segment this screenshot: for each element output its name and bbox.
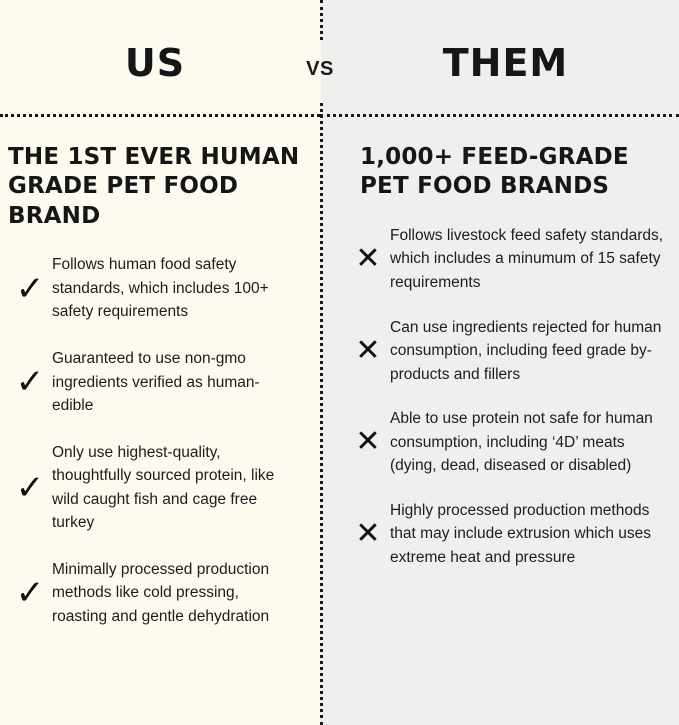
list-item	[8, 441, 302, 535]
column-us-subheading: THE 1ST EVER HUMAN GRADE PET FOOD BRAND	[8, 144, 300, 229]
cross-mark-icon: ✕	[355, 516, 381, 552]
column-them-subheading: 1,000+ FEED-GRADE PET FOOD BRANDS	[360, 144, 629, 200]
column-them-heading: THEM	[442, 41, 569, 85]
column-them-list	[346, 224, 665, 570]
check-mark-icon: ✓	[15, 362, 45, 403]
list-item	[8, 347, 302, 418]
column-them-divider	[320, 114, 679, 117]
cross-mark-icon: ✕	[355, 241, 381, 277]
vertical-dotted-divider	[320, 0, 323, 725]
list-item	[346, 316, 665, 387]
column-us-list	[8, 253, 302, 628]
check-mark-icon: ✓	[15, 268, 45, 309]
list-item	[346, 407, 665, 478]
check-mark-icon: ✓	[15, 467, 45, 508]
column-us-heading: US	[124, 41, 186, 85]
list-item	[8, 253, 302, 324]
check-mark-icon: ✓	[15, 573, 45, 614]
list-item-text: Follows livestock feed safety standards, which includes a minumum of 15 safety requirements	[390, 226, 664, 291]
list-item-text: Highly processed production methods that may include extrusion which uses extreme heat and pressure	[390, 501, 652, 566]
cross-mark-icon: ✕	[355, 424, 381, 460]
list-item-text: Guaranteed to use non-gmo ingredients verified as human-edible	[52, 349, 260, 415]
list-item	[8, 558, 302, 629]
list-item	[346, 224, 665, 295]
list-item-text: Minimally processed production methods like cold pressing, roasting and gentle dehydration	[52, 560, 270, 625]
vs-label: VS	[306, 58, 334, 80]
column-us	[0, 0, 320, 725]
list-item-text: Follows human food safety standards, which includes 100+ safety requirements	[52, 256, 269, 321]
list-item-text: Can use ingredients rejected for human consumption, including feed grade by-products and fillers	[390, 318, 662, 383]
column-us-divider	[0, 114, 320, 117]
list-item-text: Only use highest-quality, thoughtfully sourced protein, like wild caught fish and cage free turkey	[52, 443, 275, 532]
column-them	[320, 0, 679, 725]
cross-mark-icon: ✕	[355, 332, 381, 368]
list-item	[346, 499, 665, 570]
list-item-text: Able to use protein not safe for human consumption, including ‘4D’ meats (dying, dead, diseased or disabled)	[390, 410, 653, 475]
